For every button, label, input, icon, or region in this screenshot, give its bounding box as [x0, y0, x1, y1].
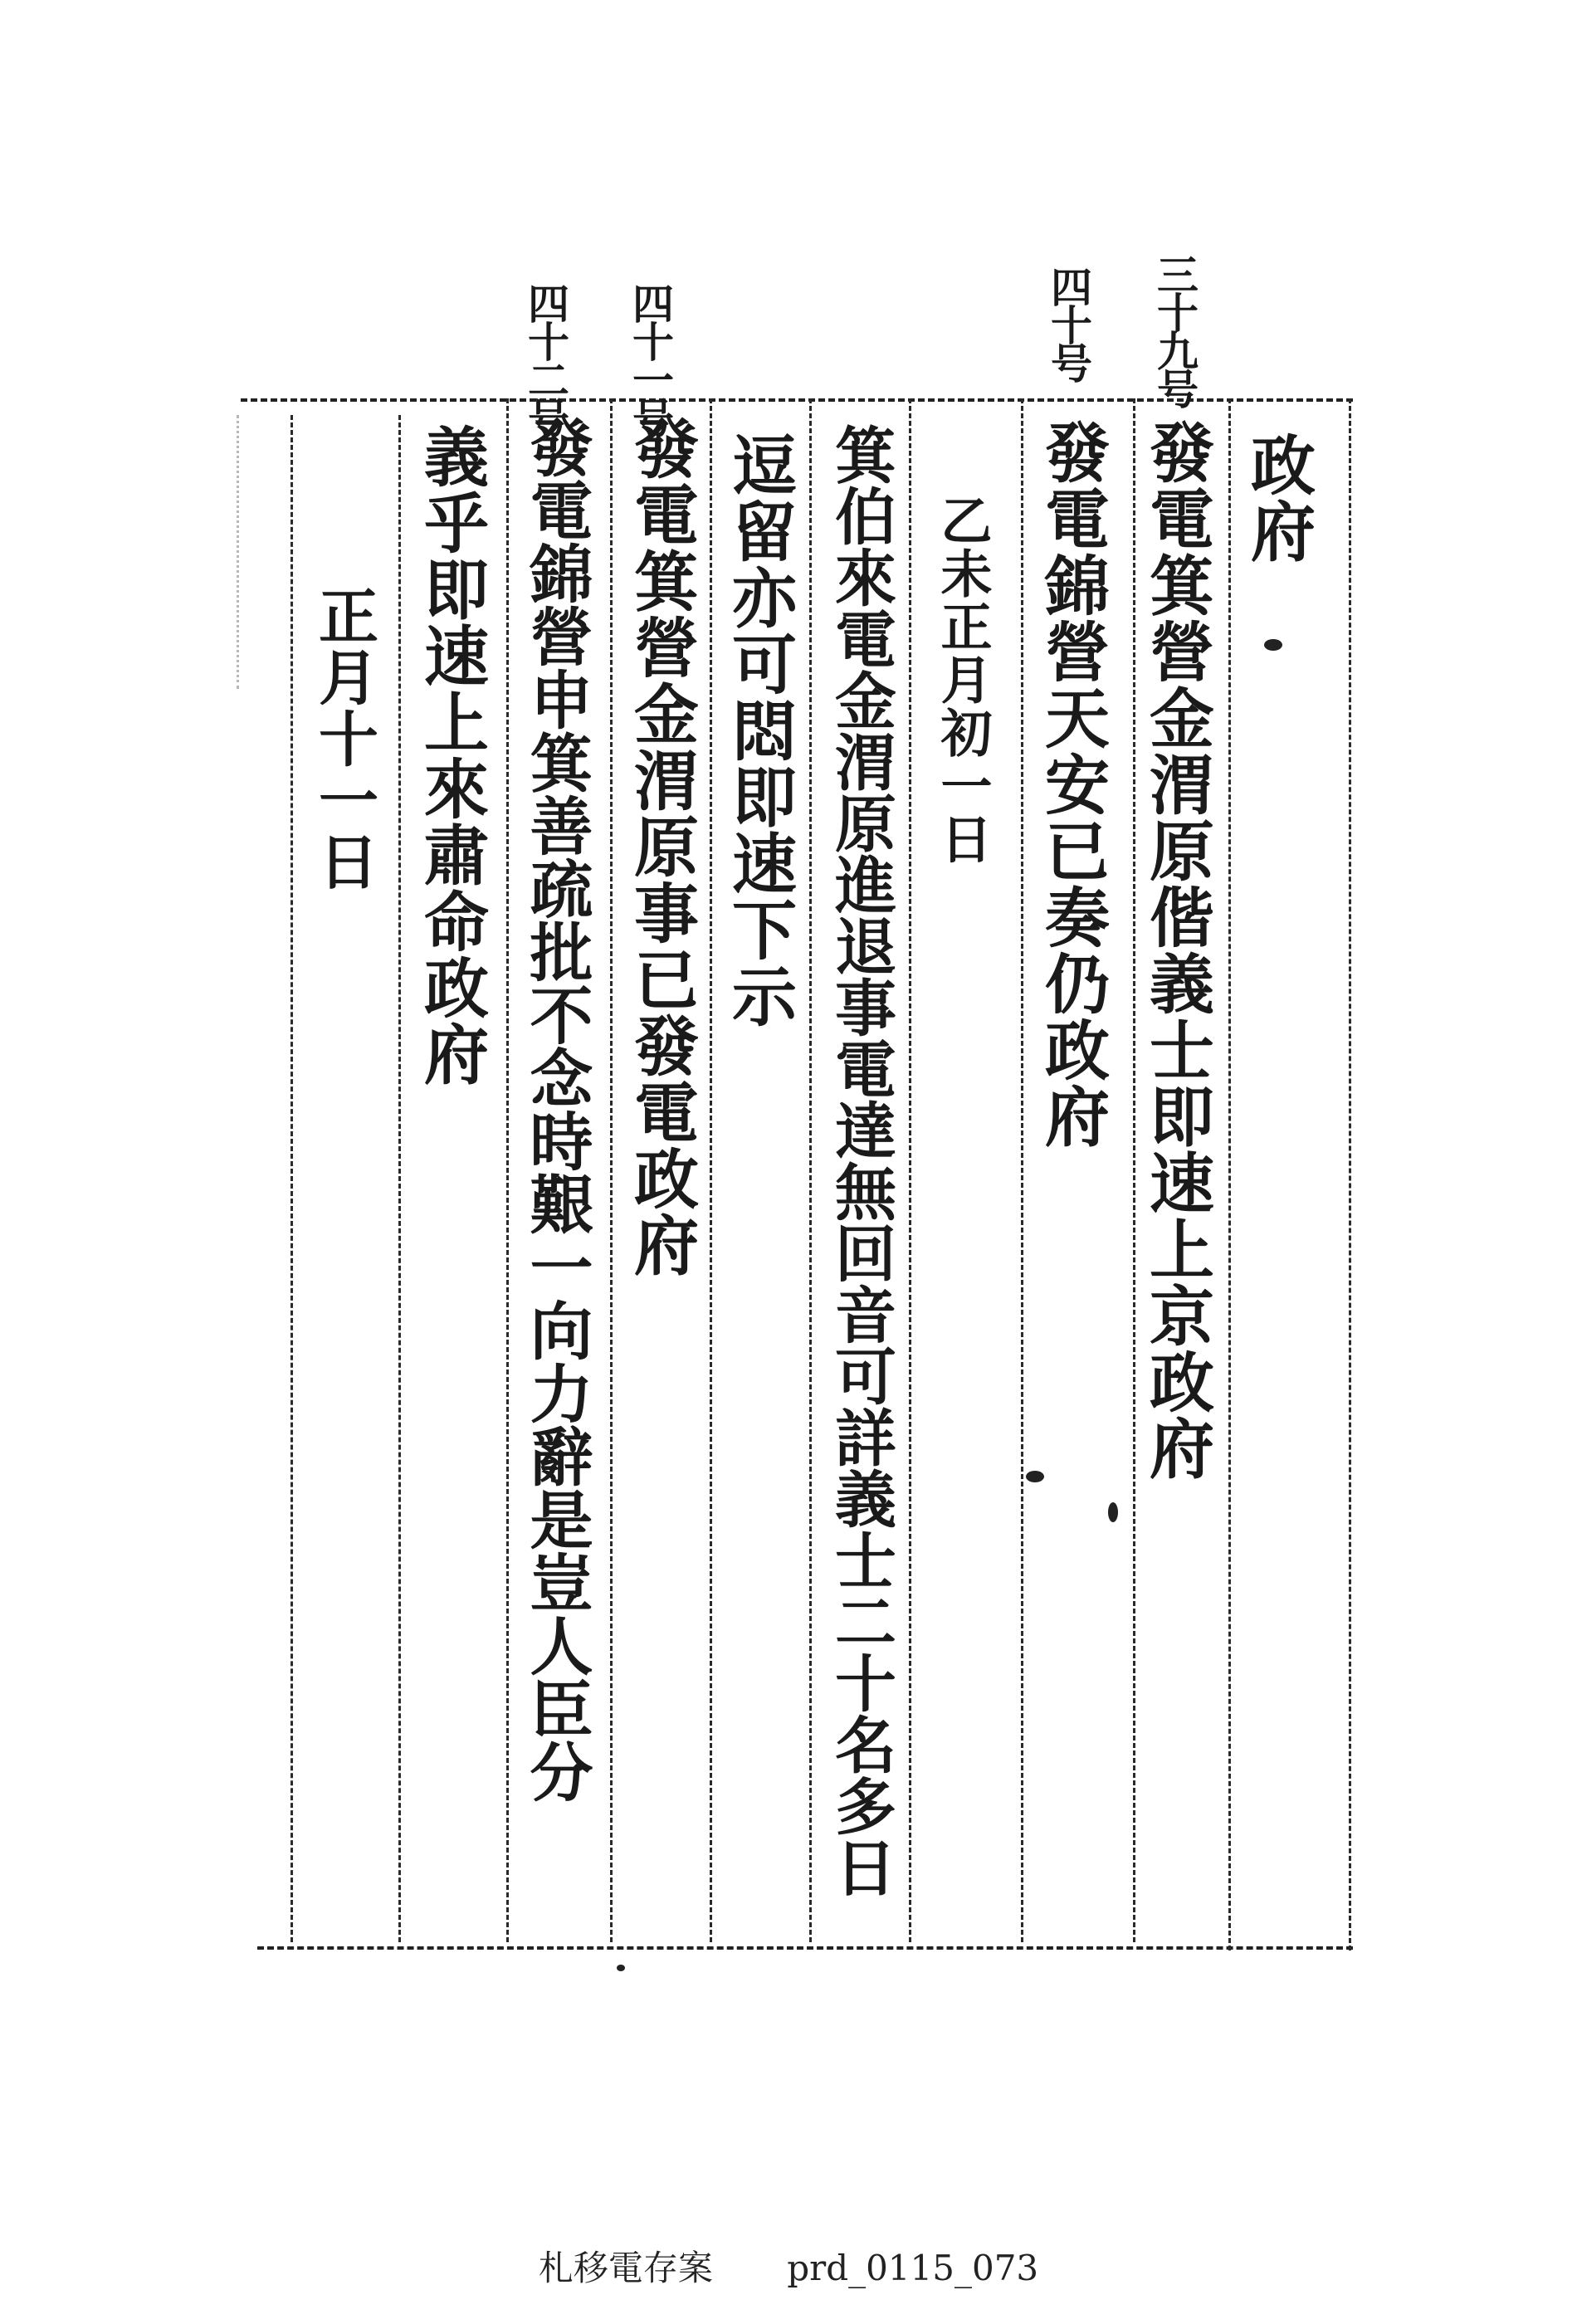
page-caption — [0, 2241, 1577, 2291]
addressee-column: 政府 — [1240, 432, 1316, 564]
telegram-text-column: 箕伯來電金渭原進退事電達無回音可詳義士二十名多日 — [825, 423, 896, 1897]
column-rule — [1349, 398, 1351, 1950]
column-rule — [909, 398, 911, 1942]
left-margin-marks — [237, 415, 272, 689]
column-rule — [710, 398, 712, 1942]
telegram-text-column: 發電箕營金渭原偕義士即速上京政府 — [1139, 419, 1214, 1482]
punctuation-mark — [1264, 639, 1282, 651]
column-rule — [1133, 398, 1135, 1942]
date-column: 乙未正月初一日 — [932, 494, 993, 866]
collection-title: 札移電存案 — [538, 2248, 713, 2288]
telegram-text-column: 發電錦營天安已奏仍政府 — [1034, 419, 1110, 1150]
punctuation-mark — [1026, 1471, 1044, 1482]
telegram-text-column: 逗留亦可悶即速下示 — [721, 432, 797, 1029]
column-rule — [1228, 398, 1231, 1950]
doc-number-39: 三十九号 — [1150, 253, 1199, 406]
doc-number-40: 四十号 — [1044, 266, 1093, 380]
column-rule — [610, 398, 613, 1942]
date-column: 正月十一日 — [309, 585, 379, 892]
column-rule — [290, 415, 293, 1942]
column-rule — [398, 415, 401, 1942]
doc-number-41: 四十一号 — [626, 282, 675, 435]
column-rule — [809, 398, 812, 1942]
punctuation-mark — [617, 1965, 625, 1971]
telegram-text-column: 發電箕營金渭原事已發電政府 — [623, 415, 699, 1278]
punctuation-mark — [1108, 1502, 1118, 1522]
column-rule — [506, 398, 509, 1942]
telegram-text-column: 義乎即速上來肅命政府 — [413, 423, 489, 1087]
column-rule — [1021, 398, 1023, 1942]
telegram-text-column: 發電錦營申箕善疏批不念時艱一向力辭是豈人臣分 — [520, 415, 593, 1803]
doc-number-42: 四十二号 — [521, 282, 570, 435]
page-code: prd_0115_073 — [787, 2248, 1039, 2288]
bottom-border-line — [257, 1946, 1353, 1950]
